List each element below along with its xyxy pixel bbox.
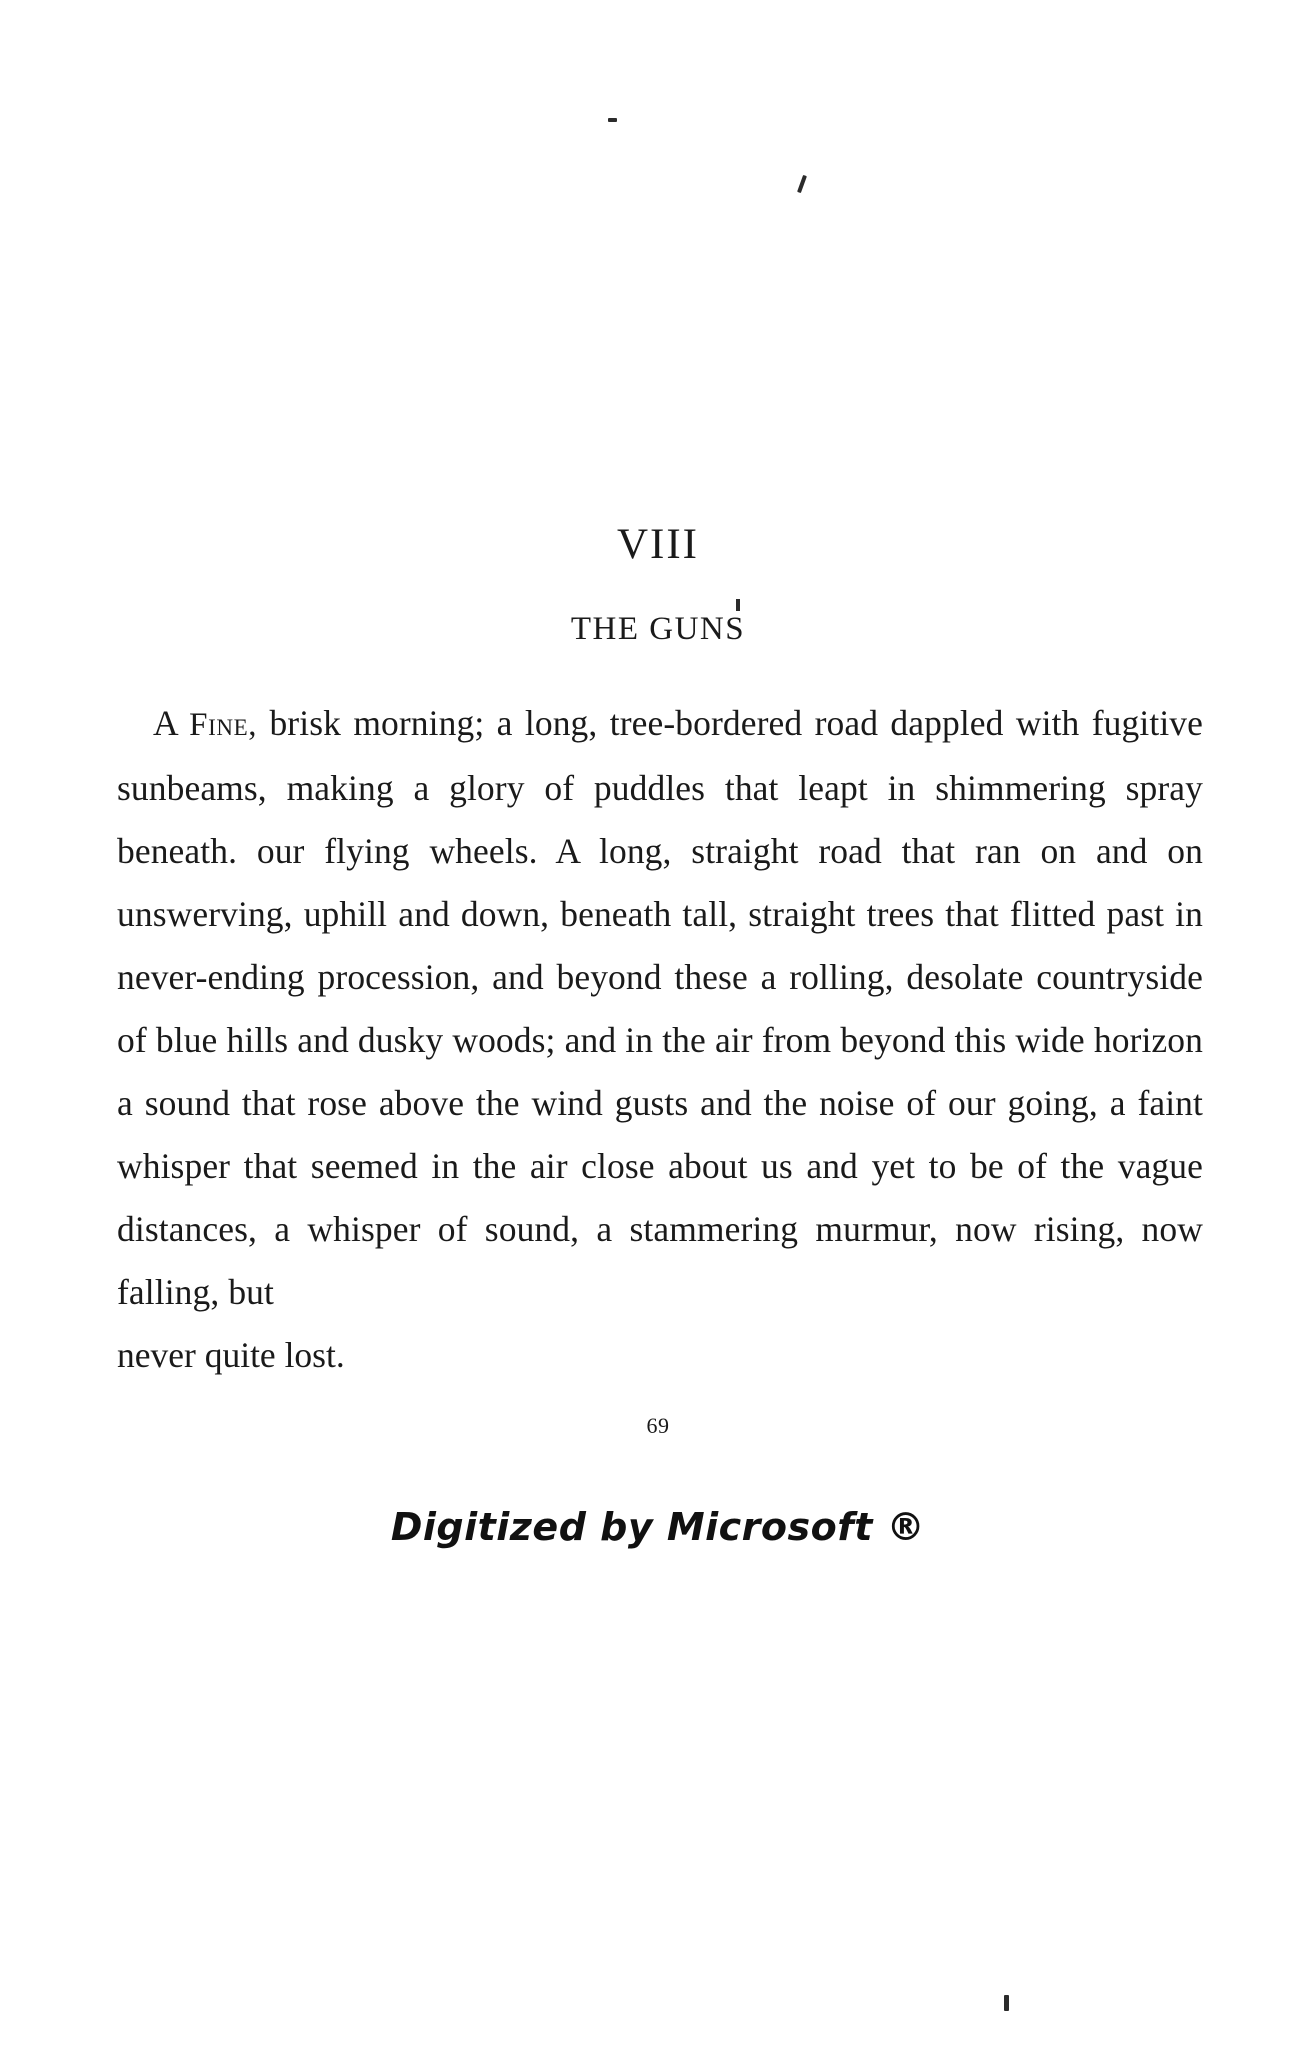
digitization-watermark: Digitized by Microsoft ® [390, 1505, 926, 1549]
scan-artifact-bottom-icon [1004, 1995, 1009, 2011]
opening-smallcaps: Fine, [189, 707, 258, 743]
page-content [113, 0, 1203, 1549]
chapter-number: VIII [616, 521, 699, 568]
page-number: 69 [646, 1413, 670, 1438]
drop-initial: A [153, 703, 177, 743]
chapter-title-text: THE GUNS [570, 611, 746, 647]
scan-artifact-title-icon [736, 599, 740, 611]
body-paragraph-last-line: never quite lost. [117, 1335, 345, 1375]
body-text: brisk morning; a long, tree-bordered road dappled with fugitive sunbeams, making a glory of puddles that leapt in shimmering spray beneath. our flying wheels. A long, straight road that ran on and on unswerving, uphill and down, beneath tall, straight trees that flitted past in never-ending procession, and beyond these a rolling, desolate countryside of blue hills and dusky woods; and in the air from beyond this wide horizon a sound that rose above the wind gusts and the noise of our going, a faint whisper that seemed in the air close about us and yet to be of the vague distances, a whisper of sound, a stammering murmur, now rising, now falling, but [117, 703, 1203, 1312]
body-paragraph [113, 692, 1203, 1324]
chapter-title [113, 611, 1203, 648]
